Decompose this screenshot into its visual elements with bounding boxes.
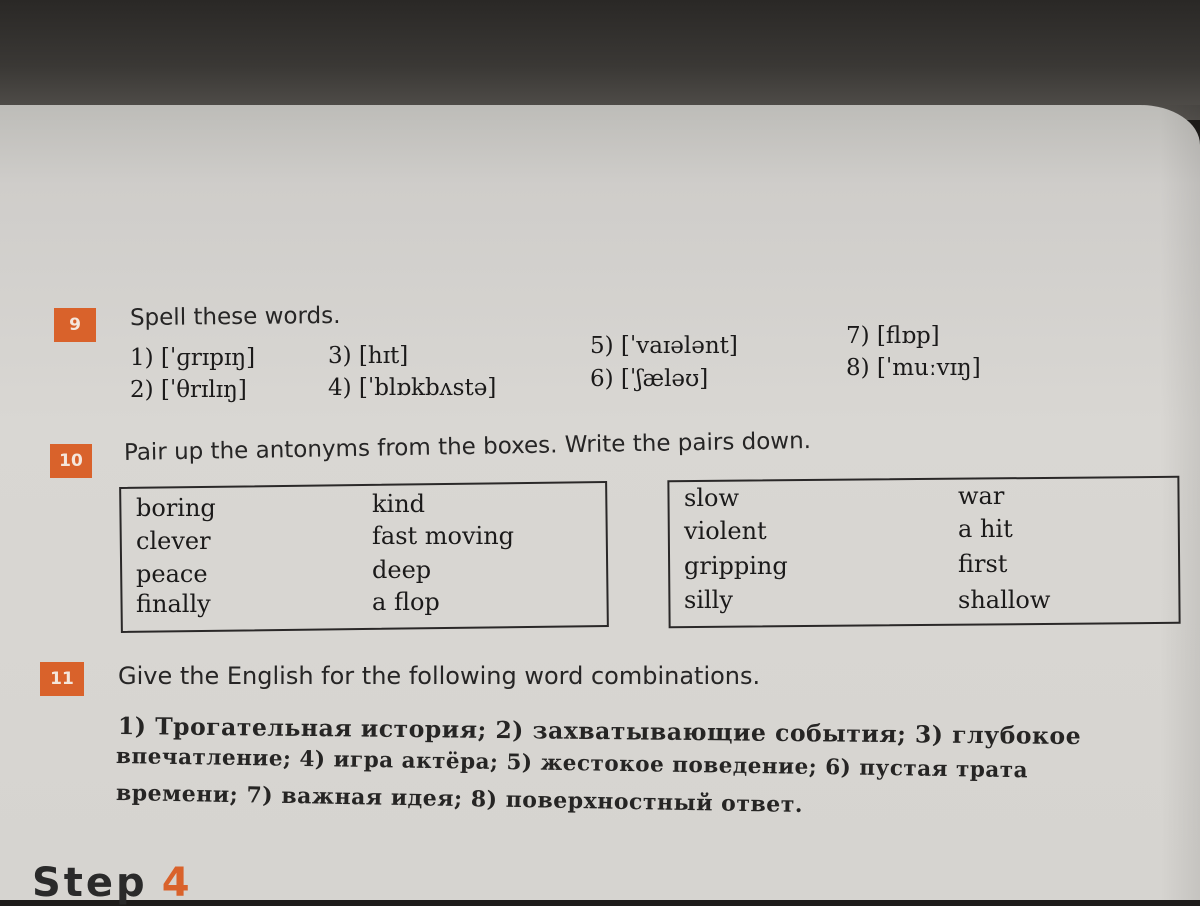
box-left-word: finally <box>136 590 211 618</box>
exercise-11-instruction: Give the English for the following word combinations. <box>118 662 761 690</box>
box-left-word: boring <box>136 494 216 522</box>
step-number: 4 <box>161 860 193 906</box>
ex9-item-4: 4) [ˈblɒkbʌstə] <box>328 375 497 401</box>
ex9-item-8: 8) [ˈmuːvɪŋ] <box>846 355 981 381</box>
box-right-word: first <box>958 550 1008 578</box>
ex9-item-1: 1) [ˈɡrɪpɪŋ] <box>130 345 256 371</box>
box-left-word: a flop <box>372 588 440 616</box>
box-right-word: silly <box>684 586 733 614</box>
box-left-word: deep <box>372 556 432 584</box>
exercise-9-instruction: Spell these words. <box>129 302 341 332</box>
step-label: Step <box>32 860 148 906</box>
box-right-word: war <box>958 482 1005 510</box>
box-right-word: shallow <box>958 586 1051 614</box>
ex9-item-6: 6) [ˈʃæləʊ] <box>590 366 709 392</box>
ex11-line-2: впечатление; 4) игра актёра; 5) жестокое поведение; 6) пустая трата <box>115 744 1029 784</box>
ex9-item-5: 5) [ˈvaɪələnt] <box>590 333 738 359</box>
background-top <box>0 0 1200 120</box>
ex9-item-7: 7) [flɒp] <box>846 323 940 349</box>
box-left-word: peace <box>136 560 208 588</box>
ex11-line-3: времени; 7) важная идея; 8) поверхностный ответ. <box>115 780 804 818</box>
box-right-word: a hit <box>958 515 1013 543</box>
box-left-word: fast moving <box>372 522 515 550</box>
ex9-item-2: 2) [ˈθrɪlɪŋ] <box>130 377 247 403</box>
ex11-line-1: 1) Трогательная история; 2) захватывающие события; 3) глубокое <box>117 712 1082 751</box>
box-right-word: gripping <box>684 552 788 580</box>
exercise-9-badge: 9 <box>54 308 96 342</box>
box-left-word: kind <box>372 490 426 518</box>
box-right-word: violent <box>684 517 767 545</box>
box-right-word: slow <box>684 484 739 512</box>
exercise-11-badge: 11 <box>40 662 84 696</box>
box-left-word: clever <box>136 527 211 555</box>
exercise-10-instruction: Pair up the antonyms from the boxes. Write the pairs down. <box>123 428 812 466</box>
ex9-item-3: 3) [hɪt] <box>328 343 409 369</box>
step-heading <box>32 860 193 906</box>
exercise-10-badge: 10 <box>50 444 92 478</box>
